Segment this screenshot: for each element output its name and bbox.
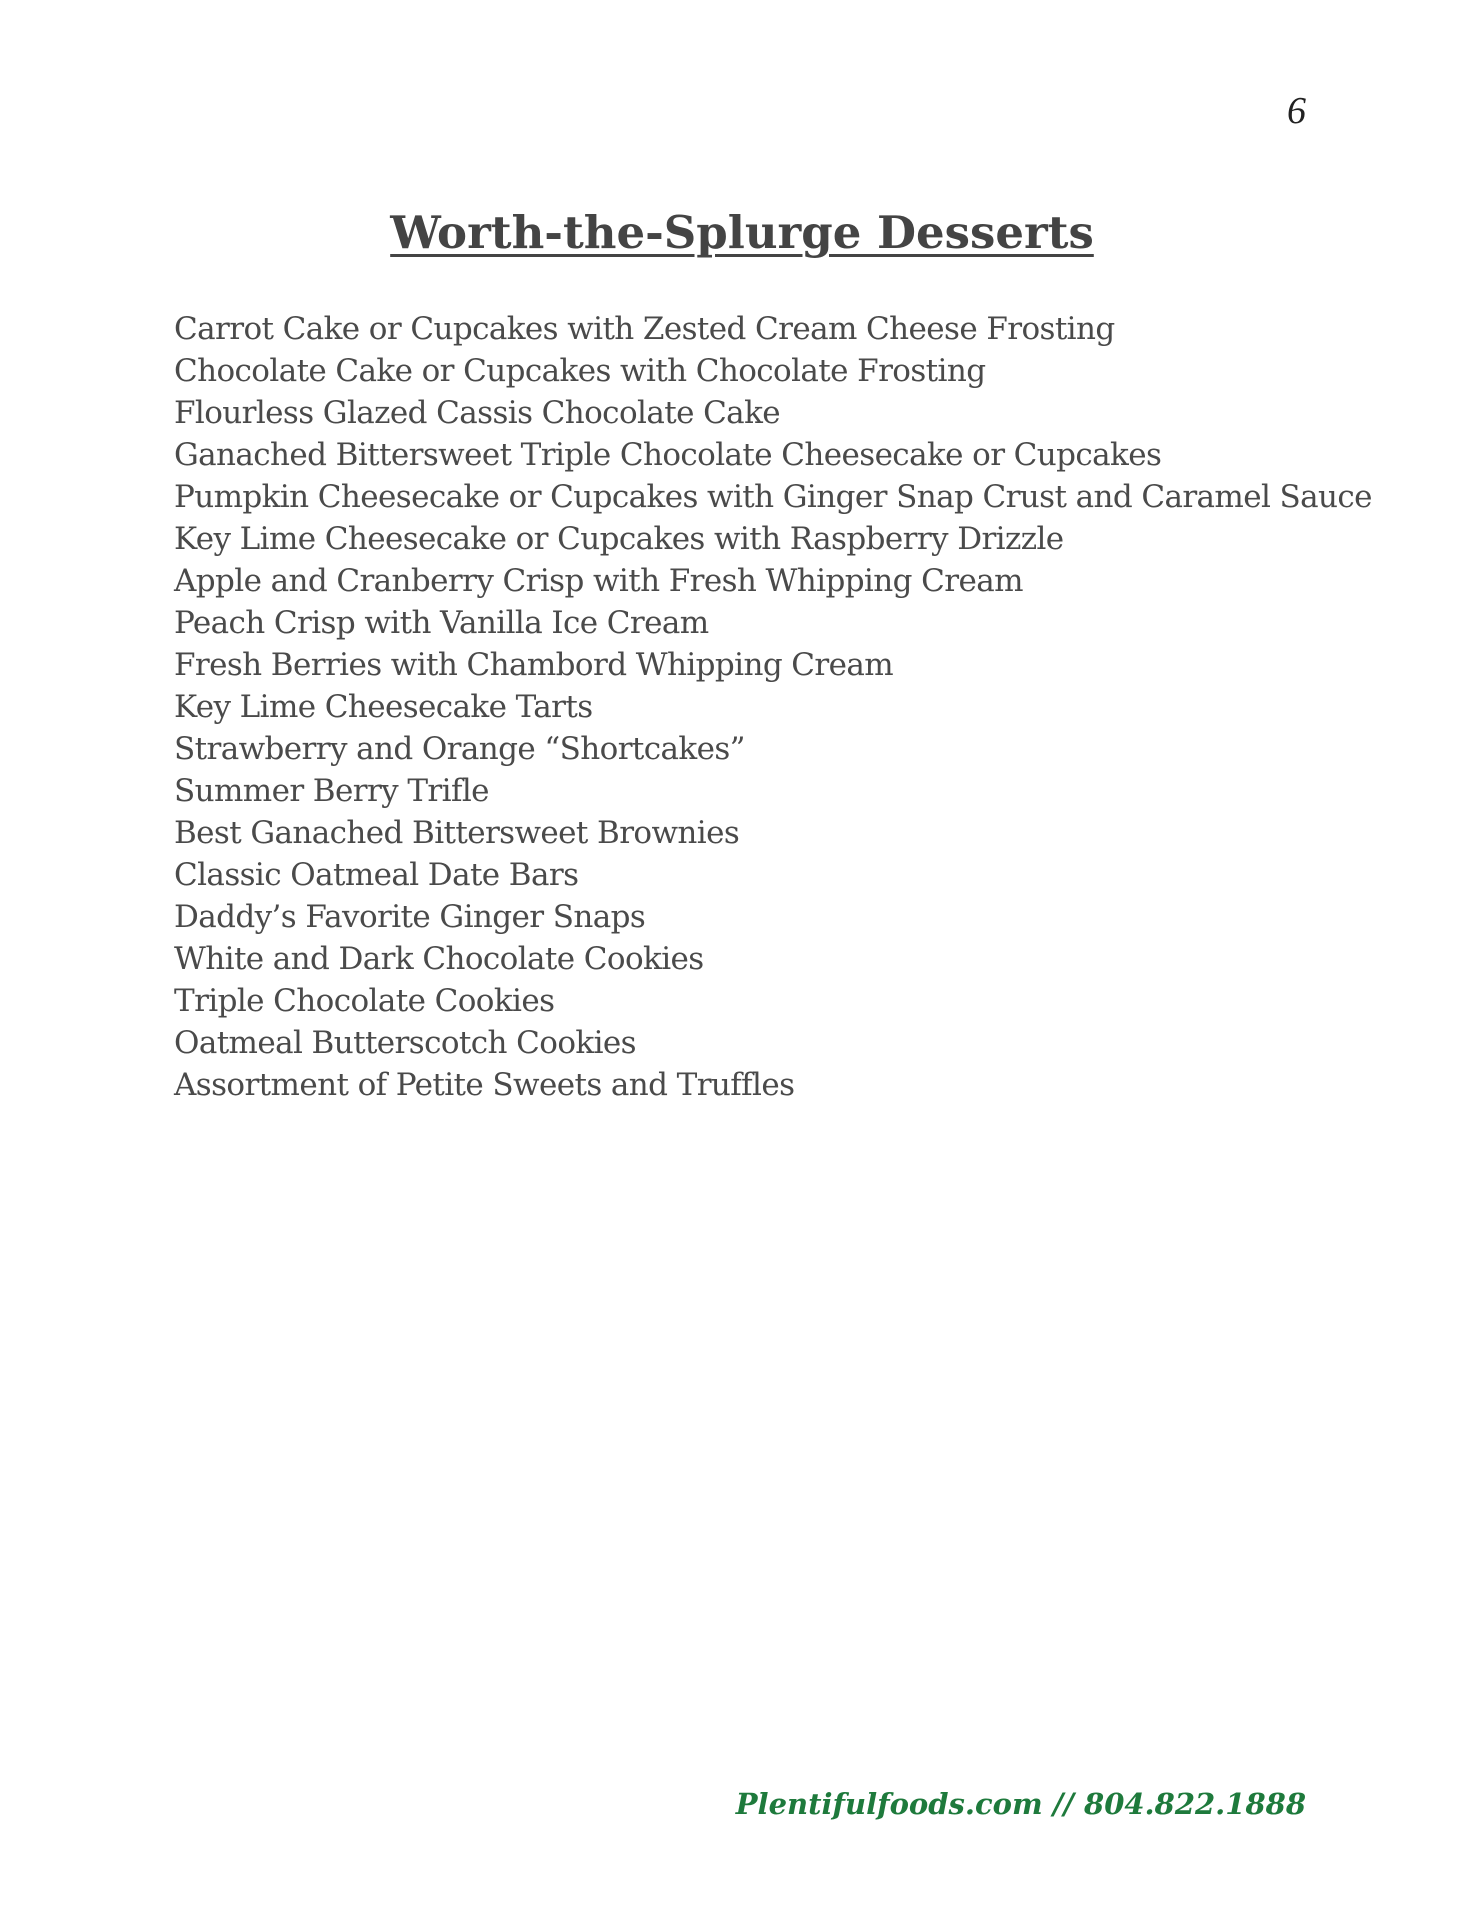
list-item: Carrot Cake or Cupcakes with Zested Cream Cheese Frosting	[174, 311, 1115, 347]
list-item: Peach Crisp with Vanilla Ice Cream	[174, 605, 709, 641]
list-item: Flourless Glazed Cassis Chocolate Cake	[174, 395, 780, 431]
list-item: Strawberry and Orange “Shortcakes”	[174, 731, 745, 767]
list-item: Oatmeal Butterscotch Cookies	[174, 1025, 636, 1061]
list-item: Summer Berry Trifle	[174, 773, 489, 809]
page-title: Worth-the-Splurge Desserts	[390, 206, 1094, 259]
list-item: Fresh Berries with Chambord Whipping Cream	[174, 647, 894, 683]
list-item: Ganached Bittersweet Triple Chocolate Cheesecake or Cupcakes	[174, 437, 1162, 473]
list-item: Key Lime Cheesecake Tarts	[174, 689, 593, 725]
list-item: Assortment of Petite Sweets and Truffles	[174, 1067, 795, 1103]
list-item: Pumpkin Cheesecake or Cupcakes with Ginger Snap Crust and Caramel Sauce	[174, 479, 1372, 515]
list-item: Chocolate Cake or Cupcakes with Chocolate Frosting	[174, 353, 986, 389]
page-number: 6	[1287, 90, 1306, 132]
footer-contact: Plentifulfoods.com // 804.822.1888	[735, 1787, 1306, 1821]
list-item: Apple and Cranberry Crisp with Fresh Whipping Cream	[174, 563, 1023, 599]
dessert-list	[174, 308, 1372, 1106]
list-item: Classic Oatmeal Date Bars	[174, 857, 579, 893]
list-item: White and Dark Chocolate Cookies	[174, 941, 704, 977]
list-item: Key Lime Cheesecake or Cupcakes with Raspberry Drizzle	[174, 521, 1064, 557]
list-item: Daddy’s Favorite Ginger Snaps	[174, 899, 646, 935]
list-item: Triple Chocolate Cookies	[174, 983, 555, 1019]
list-item: Best Ganached Bittersweet Brownies	[174, 815, 740, 851]
